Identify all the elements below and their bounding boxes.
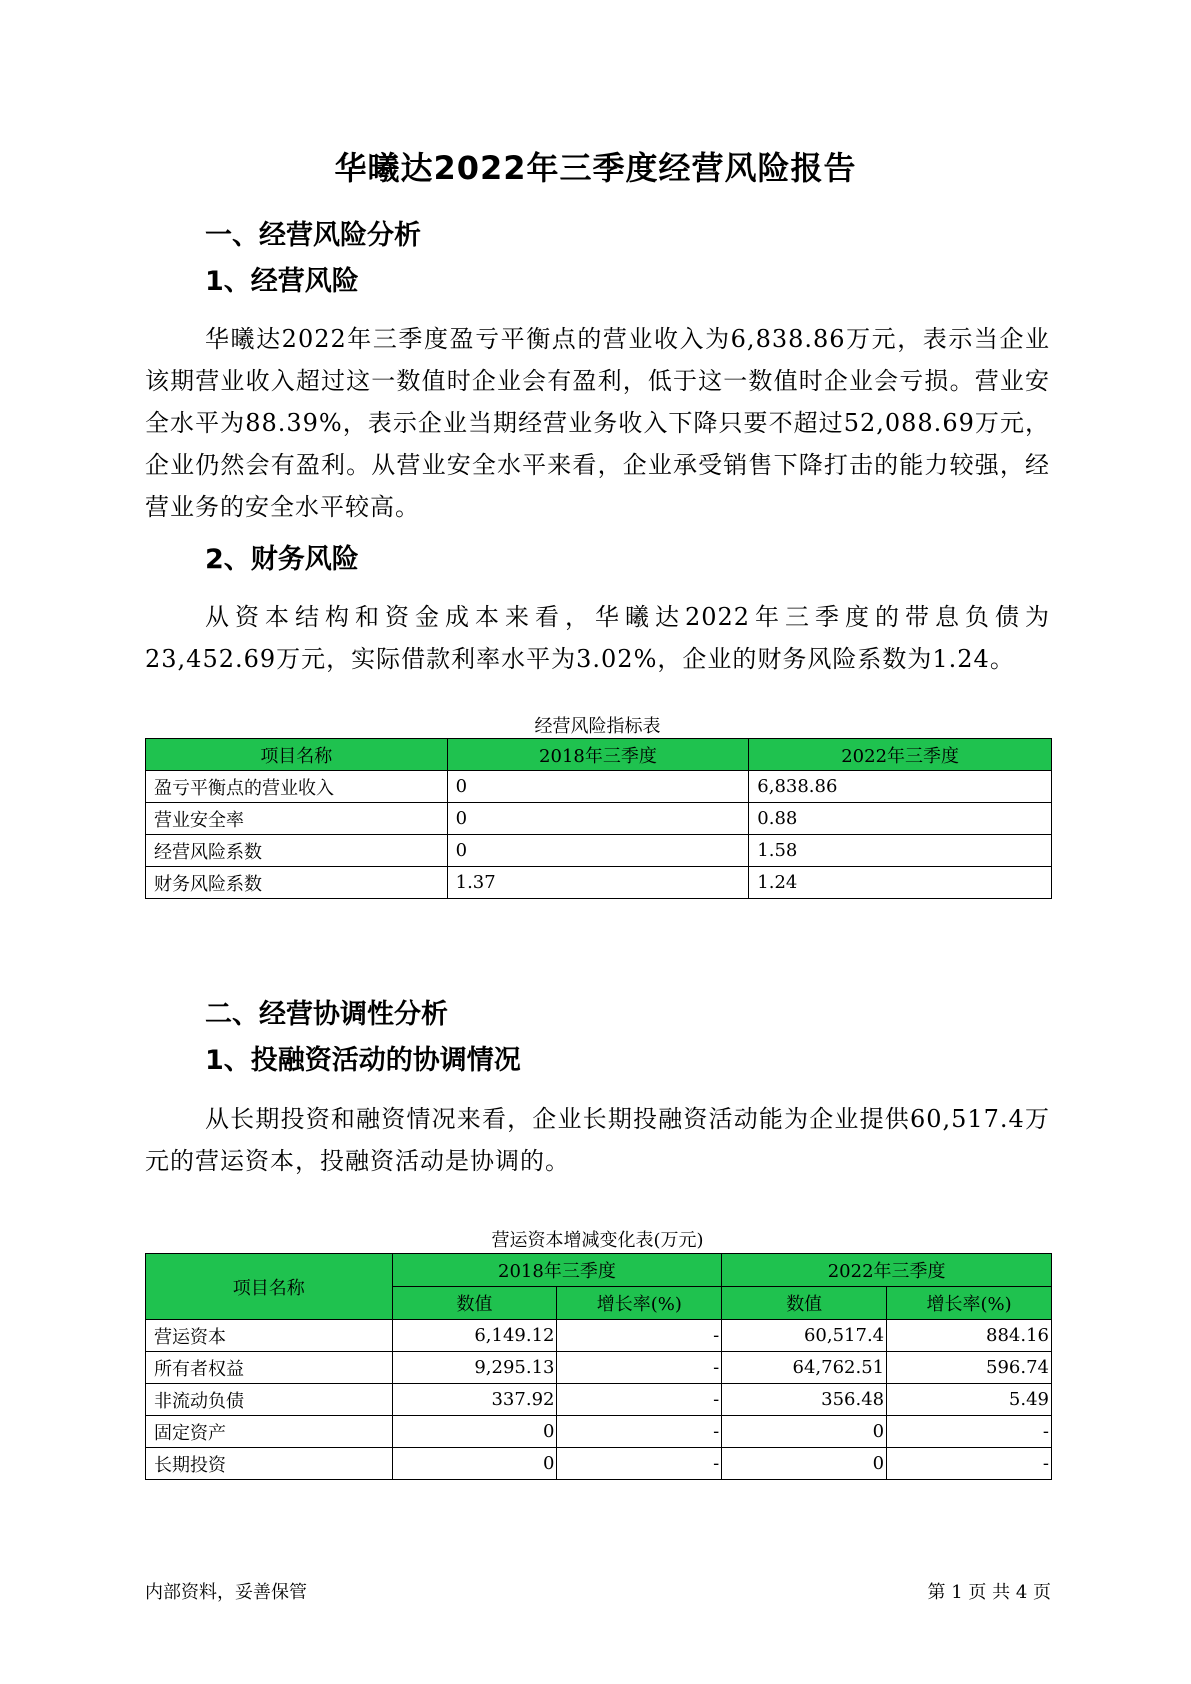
risk-indicator-table [145,738,1052,899]
subheader-value-2022: 数值 [722,1287,887,1320]
table-cell: 0 [447,771,749,803]
table-cell: 营业安全率 [146,803,448,835]
table-cell: 6,149.12 [392,1320,557,1352]
column-header-2018: 2018年三季度 [447,739,749,771]
subheader-growth-2022: 增长率(%) [887,1287,1052,1320]
table-row [146,1320,1052,1352]
table-cell: 0 [722,1416,887,1448]
table-cell: 60,517.4 [722,1320,887,1352]
column-header-2018: 2018年三季度 [392,1254,722,1287]
table-cell: 经营风险系数 [146,835,448,867]
table-cell: 营运资本 [146,1320,393,1352]
table-cell: - [557,1384,722,1416]
subsection-heading-operating-risk: 1、经营风险 [205,266,359,297]
column-header-item: 项目名称 [146,739,448,771]
table-cell: 0.88 [749,803,1052,835]
table2-caption: 营运资本增减变化表(万元) [491,1230,704,1251]
paragraph-operating-risk: 华曦达2022年三季度盈亏平衡点的营业收入为6,838.86万元，表示当企业该期营业收入超过这一数值时企业会有盈利，低于这一数值时企业会亏损。营业安全水平为88.39%，表示企业当期经营业务收入下降只要不超过52,088.69万元，企业仍然会有盈利。从营业安全水平来看，企业承受销售下降打击的能力较强，经营业务的安全水平较高。 [145,325,1050,521]
table-header-row [146,739,1052,771]
table-cell: 非流动负债 [146,1384,393,1416]
subsection-heading-investment-financing: 1、投融资活动的协调情况 [205,1045,521,1076]
table1-caption: 经营风险指标表 [534,716,661,737]
table-cell: - [557,1320,722,1352]
table-cell: - [557,1448,722,1480]
table-cell: 1.24 [749,867,1052,899]
table-cell: 1.37 [447,867,749,899]
table-cell: 长期投资 [146,1448,393,1480]
table-cell: 0 [722,1448,887,1480]
table-row [146,1416,1052,1448]
subsection-heading-financial-risk: 2、财务风险 [205,544,359,575]
table-cell: 64,762.51 [722,1352,887,1384]
paragraph-investment-financing: 从长期投资和融资情况来看，企业长期投融资活动能为企业提供60,517.4万元的营运资本，投融资活动是协调的。 [145,1105,1050,1175]
section-heading-coordination: 二、经营协调性分析 [205,999,448,1030]
section-heading-risk-analysis: 一、经营风险分析 [205,220,421,251]
table-row [146,1352,1052,1384]
table-cell: - [887,1448,1052,1480]
table-cell: 固定资产 [146,1416,393,1448]
column-header-item: 项目名称 [146,1254,393,1320]
table-cell: 337.92 [392,1384,557,1416]
table-header-row [146,1254,1052,1287]
table-cell: 0 [392,1416,557,1448]
column-header-2022: 2022年三季度 [722,1254,1052,1287]
table-cell: 所有者权益 [146,1352,393,1384]
page-title: 华曦达2022年三季度经营风险报告 [334,149,857,187]
table-cell: 9,295.13 [392,1352,557,1384]
footer-page-number: 第 1 页 共 4 页 [927,1582,1051,1603]
table-row [146,867,1052,899]
table-cell: 0 [392,1448,557,1480]
table-cell: 1.58 [749,835,1052,867]
table-cell: 财务风险系数 [146,867,448,899]
table-cell: 0 [447,835,749,867]
table-cell: 884.16 [887,1320,1052,1352]
table-cell: 盈亏平衡点的营业收入 [146,771,448,803]
working-capital-table [145,1253,1052,1480]
column-header-2022: 2022年三季度 [749,739,1052,771]
table-cell: 0 [447,803,749,835]
table-row [146,1384,1052,1416]
table-cell: 356.48 [722,1384,887,1416]
paragraph-financial-risk: 从资本结构和资金成本来看，华曦达2022年三季度的带息负债为23,452.69万元，实际借款利率水平为3.02%，企业的财务风险系数为1.24。 [145,603,1050,673]
table-row [146,1448,1052,1480]
table-cell: 596.74 [887,1352,1052,1384]
table-cell: - [887,1416,1052,1448]
subheader-value-2018: 数值 [392,1287,557,1320]
table-row [146,803,1052,835]
table-cell: 6,838.86 [749,771,1052,803]
table-row [146,835,1052,867]
footer-confidential-note: 内部资料，妥善保管 [145,1582,307,1603]
table-cell: - [557,1416,722,1448]
subheader-growth-2018: 增长率(%) [557,1287,722,1320]
table-row [146,771,1052,803]
table-cell: 5.49 [887,1384,1052,1416]
table-cell: - [557,1352,722,1384]
